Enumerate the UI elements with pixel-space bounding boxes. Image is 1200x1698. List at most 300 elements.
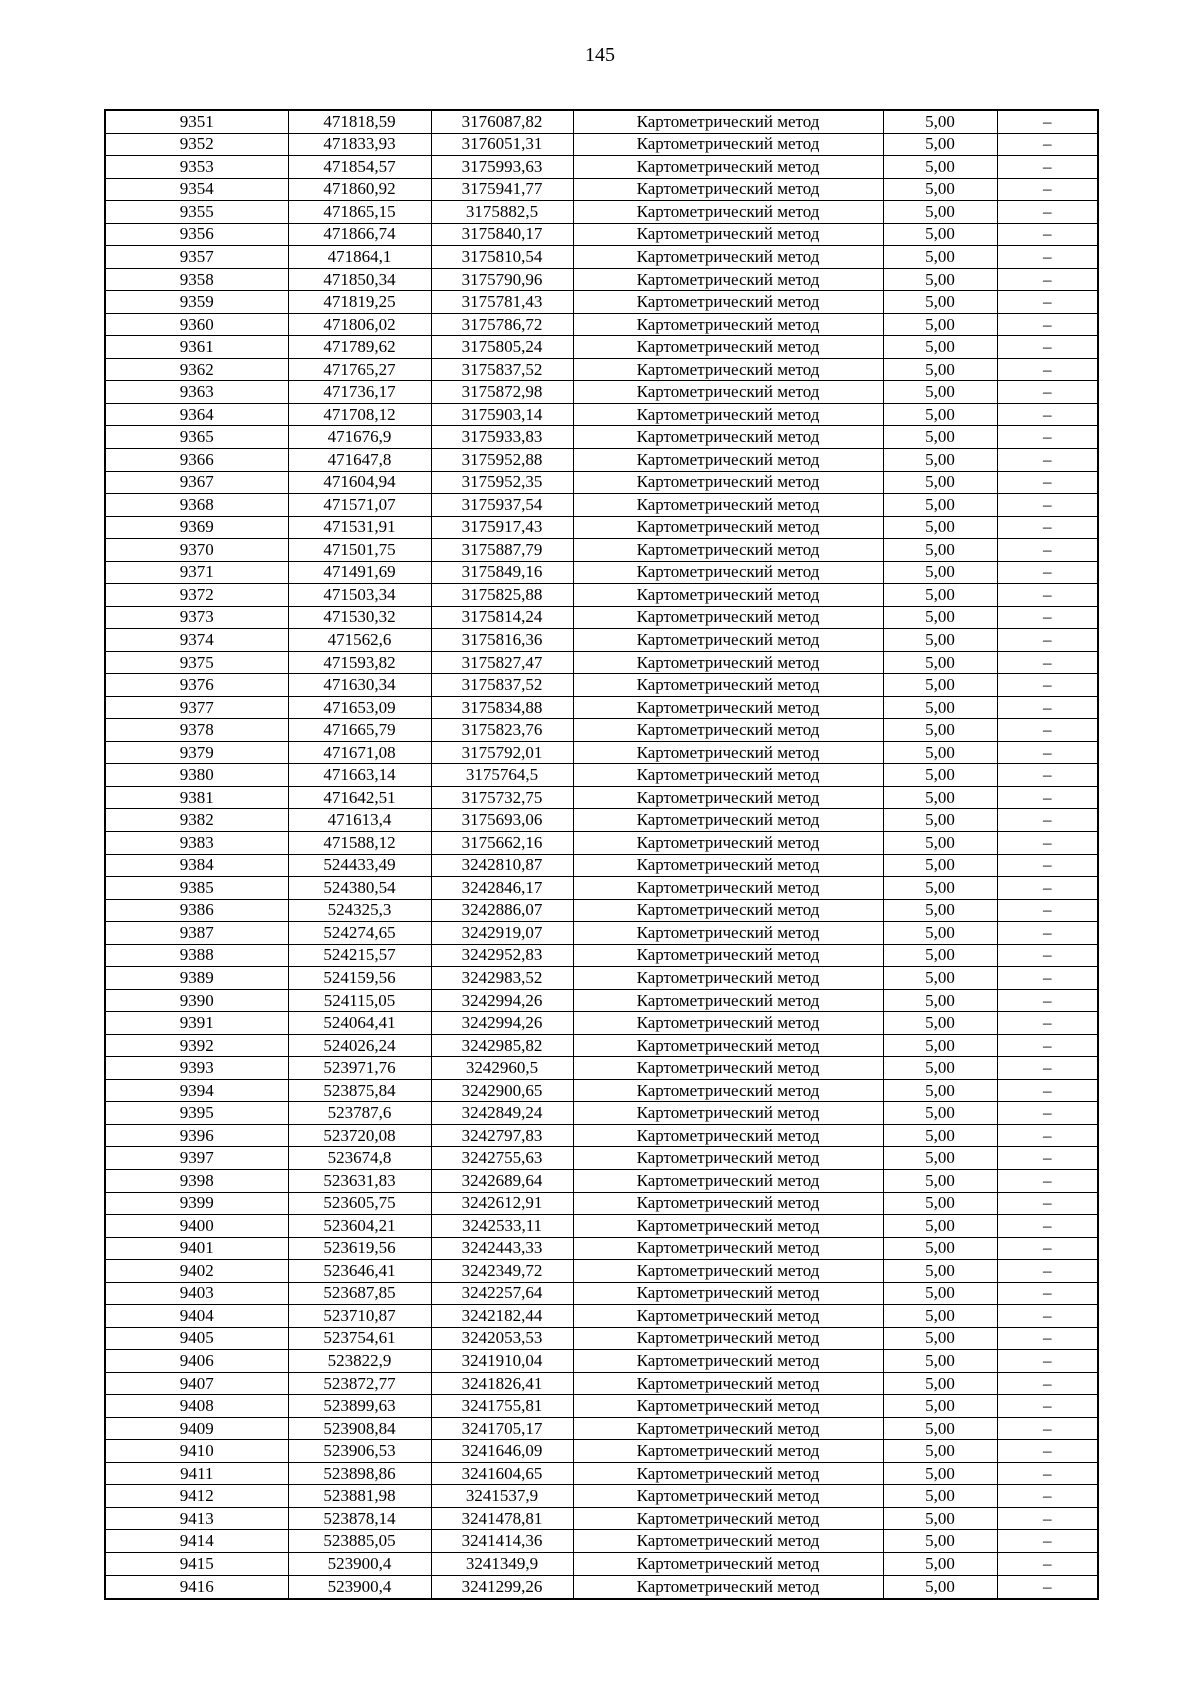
x-coordinate-cell: 471866,74 [288,223,431,246]
dash-cell: – [997,651,1098,674]
y-coordinate-cell: 3175662,16 [431,832,573,855]
y-coordinate-cell: 3242886,07 [431,899,573,922]
accuracy-cell: 5,00 [883,989,997,1012]
y-coordinate-cell: 3242985,82 [431,1034,573,1057]
method-cell: Картометрический метод [573,967,883,990]
dash-cell: – [997,719,1098,742]
x-coordinate-cell: 523900,4 [288,1553,431,1576]
method-cell: Картометрический метод [573,268,883,291]
dash-cell: – [997,268,1098,291]
table-row [105,1507,1098,1530]
coordinates-table-body [105,110,1098,1599]
method-cell: Картометрический метод [573,1147,883,1170]
accuracy-cell: 5,00 [883,1192,997,1215]
accuracy-cell: 5,00 [883,246,997,269]
dash-cell: – [997,989,1098,1012]
dash-cell: – [997,516,1098,539]
method-cell: Картометрический метод [573,426,883,449]
table-row [105,358,1098,381]
dash-cell: – [997,1034,1098,1057]
method-cell: Картометрический метод [573,471,883,494]
y-coordinate-cell: 3175882,5 [431,201,573,224]
dash-cell: – [997,1057,1098,1080]
dash-cell: – [997,313,1098,336]
y-coordinate-cell: 3175941,77 [431,178,573,201]
table-row [105,786,1098,809]
accuracy-cell: 5,00 [883,1169,997,1192]
dash-cell: – [997,1305,1098,1328]
point-number-cell: 9411 [105,1462,288,1485]
method-cell: Картометрический метод [573,1575,883,1599]
table-row [105,1215,1098,1238]
x-coordinate-cell: 523898,86 [288,1462,431,1485]
point-number-cell: 9390 [105,989,288,1012]
method-cell: Картометрический метод [573,1102,883,1125]
point-number-cell: 9406 [105,1350,288,1373]
accuracy-cell: 5,00 [883,832,997,855]
x-coordinate-cell: 523646,41 [288,1260,431,1283]
x-coordinate-cell: 471530,32 [288,606,431,629]
table-row [105,1575,1098,1599]
dash-cell: – [997,201,1098,224]
x-coordinate-cell: 524274,65 [288,922,431,945]
point-number-cell: 9393 [105,1057,288,1080]
method-cell: Картометрический метод [573,719,883,742]
dash-cell: – [997,448,1098,471]
y-coordinate-cell: 3175933,83 [431,426,573,449]
table-row [105,426,1098,449]
point-number-cell: 9408 [105,1395,288,1418]
dash-cell: – [997,1507,1098,1530]
y-coordinate-cell: 3242983,52 [431,967,573,990]
dash-cell: – [997,156,1098,179]
accuracy-cell: 5,00 [883,967,997,990]
table-row [105,201,1098,224]
table-row [105,1553,1098,1576]
accuracy-cell: 5,00 [883,1417,997,1440]
accuracy-cell: 5,00 [883,786,997,809]
point-number-cell: 9371 [105,561,288,584]
dash-cell: – [997,584,1098,607]
table-row [105,1260,1098,1283]
x-coordinate-cell: 523787,6 [288,1102,431,1125]
point-number-cell: 9365 [105,426,288,449]
y-coordinate-cell: 3242952,83 [431,944,573,967]
dash-cell: – [997,1372,1098,1395]
x-coordinate-cell: 471491,69 [288,561,431,584]
y-coordinate-cell: 3242443,33 [431,1237,573,1260]
table-row [105,313,1098,336]
x-coordinate-cell: 524325,3 [288,899,431,922]
dash-cell: – [997,1553,1098,1576]
point-number-cell: 9388 [105,944,288,967]
accuracy-cell: 5,00 [883,1102,997,1125]
accuracy-cell: 5,00 [883,561,997,584]
method-cell: Картометрический метод [573,1237,883,1260]
point-number-cell: 9353 [105,156,288,179]
y-coordinate-cell: 3175840,17 [431,223,573,246]
point-number-cell: 9397 [105,1147,288,1170]
method-cell: Картометрический метод [573,877,883,900]
point-number-cell: 9403 [105,1282,288,1305]
dash-cell: – [997,1102,1098,1125]
dash-cell: – [997,854,1098,877]
method-cell: Картометрический метод [573,448,883,471]
x-coordinate-cell: 523899,63 [288,1395,431,1418]
method-cell: Картометрический метод [573,561,883,584]
accuracy-cell: 5,00 [883,1575,997,1599]
x-coordinate-cell: 523881,98 [288,1485,431,1508]
point-number-cell: 9414 [105,1530,288,1553]
point-number-cell: 9374 [105,629,288,652]
y-coordinate-cell: 3241349,9 [431,1553,573,1576]
method-cell: Картометрический метод [573,584,883,607]
point-number-cell: 9402 [105,1260,288,1283]
accuracy-cell: 5,00 [883,133,997,156]
y-coordinate-cell: 3242349,72 [431,1260,573,1283]
coordinates-table [104,109,1099,1600]
point-number-cell: 9355 [105,201,288,224]
method-cell: Картометрический метод [573,1079,883,1102]
accuracy-cell: 5,00 [883,1237,997,1260]
dash-cell: – [997,1350,1098,1373]
y-coordinate-cell: 3242612,91 [431,1192,573,1215]
table-row [105,719,1098,742]
x-coordinate-cell: 524380,54 [288,877,431,900]
y-coordinate-cell: 3241299,26 [431,1575,573,1599]
method-cell: Картометрический метод [573,223,883,246]
accuracy-cell: 5,00 [883,1034,997,1057]
y-coordinate-cell: 3241478,81 [431,1507,573,1530]
dash-cell: – [997,1215,1098,1238]
accuracy-cell: 5,00 [883,1395,997,1418]
dash-cell: – [997,944,1098,967]
dash-cell: – [997,561,1098,584]
point-number-cell: 9351 [105,110,288,133]
y-coordinate-cell: 3175792,01 [431,741,573,764]
y-coordinate-cell: 3241414,36 [431,1530,573,1553]
x-coordinate-cell: 523822,9 [288,1350,431,1373]
table-row [105,1282,1098,1305]
table-row [105,854,1098,877]
point-number-cell: 9378 [105,719,288,742]
accuracy-cell: 5,00 [883,1012,997,1035]
method-cell: Картометрический метод [573,922,883,945]
dash-cell: – [997,1417,1098,1440]
table-row [105,1462,1098,1485]
method-cell: Картометрический метод [573,156,883,179]
point-number-cell: 9398 [105,1169,288,1192]
x-coordinate-cell: 471854,57 [288,156,431,179]
accuracy-cell: 5,00 [883,110,997,133]
method-cell: Картометрический метод [573,1395,883,1418]
point-number-cell: 9395 [105,1102,288,1125]
point-number-cell: 9369 [105,516,288,539]
y-coordinate-cell: 3175764,5 [431,764,573,787]
dash-cell: – [997,494,1098,517]
method-cell: Картометрический метод [573,178,883,201]
accuracy-cell: 5,00 [883,764,997,787]
y-coordinate-cell: 3175786,72 [431,313,573,336]
accuracy-cell: 5,00 [883,651,997,674]
dash-cell: – [997,291,1098,314]
table-row [105,1305,1098,1328]
method-cell: Картометрический метод [573,764,883,787]
point-number-cell: 9375 [105,651,288,674]
method-cell: Картометрический метод [573,494,883,517]
dash-cell: – [997,336,1098,359]
table-row [105,1012,1098,1035]
method-cell: Картометрический метод [573,696,883,719]
point-number-cell: 9352 [105,133,288,156]
y-coordinate-cell: 3242960,5 [431,1057,573,1080]
method-cell: Картометрический метод [573,1530,883,1553]
dash-cell: – [997,1260,1098,1283]
method-cell: Картометрический метод [573,291,883,314]
method-cell: Картометрический метод [573,336,883,359]
x-coordinate-cell: 471860,92 [288,178,431,201]
point-number-cell: 9360 [105,313,288,336]
y-coordinate-cell: 3242797,83 [431,1124,573,1147]
point-number-cell: 9407 [105,1372,288,1395]
point-number-cell: 9356 [105,223,288,246]
dash-cell: – [997,426,1098,449]
y-coordinate-cell: 3175810,54 [431,246,573,269]
x-coordinate-cell: 471806,02 [288,313,431,336]
method-cell: Картометрический метод [573,1327,883,1350]
x-coordinate-cell: 523900,4 [288,1575,431,1599]
x-coordinate-cell: 471736,17 [288,381,431,404]
dash-cell: – [997,1530,1098,1553]
dash-cell: – [997,629,1098,652]
point-number-cell: 9401 [105,1237,288,1260]
dash-cell: – [997,1169,1098,1192]
accuracy-cell: 5,00 [883,1305,997,1328]
dash-cell: – [997,539,1098,562]
method-cell: Картометрический метод [573,606,883,629]
accuracy-cell: 5,00 [883,741,997,764]
point-number-cell: 9405 [105,1327,288,1350]
accuracy-cell: 5,00 [883,1553,997,1576]
method-cell: Картометрический метод [573,381,883,404]
table-row [105,1057,1098,1080]
point-number-cell: 9384 [105,854,288,877]
point-number-cell: 9394 [105,1079,288,1102]
method-cell: Картометрический метод [573,1417,883,1440]
table-row [105,1372,1098,1395]
y-coordinate-cell: 3175872,98 [431,381,573,404]
dash-cell: – [997,1192,1098,1215]
accuracy-cell: 5,00 [883,223,997,246]
point-number-cell: 9387 [105,922,288,945]
y-coordinate-cell: 3242994,26 [431,1012,573,1035]
accuracy-cell: 5,00 [883,313,997,336]
table-row [105,133,1098,156]
y-coordinate-cell: 3242900,65 [431,1079,573,1102]
accuracy-cell: 5,00 [883,629,997,652]
table-row [105,178,1098,201]
method-cell: Картометрический метод [573,854,883,877]
dash-cell: – [997,809,1098,832]
accuracy-cell: 5,00 [883,336,997,359]
table-row [105,223,1098,246]
dash-cell: – [997,1485,1098,1508]
y-coordinate-cell: 3241826,41 [431,1372,573,1395]
table-row [105,877,1098,900]
y-coordinate-cell: 3175937,54 [431,494,573,517]
dash-cell: – [997,899,1098,922]
table-row [105,291,1098,314]
x-coordinate-cell: 471593,82 [288,651,431,674]
point-number-cell: 9389 [105,967,288,990]
table-row [105,561,1098,584]
x-coordinate-cell: 524215,57 [288,944,431,967]
table-row [105,1192,1098,1215]
x-coordinate-cell: 524115,05 [288,989,431,1012]
y-coordinate-cell: 3175732,75 [431,786,573,809]
accuracy-cell: 5,00 [883,606,997,629]
accuracy-cell: 5,00 [883,1057,997,1080]
accuracy-cell: 5,00 [883,674,997,697]
method-cell: Картометрический метод [573,1260,883,1283]
accuracy-cell: 5,00 [883,1372,997,1395]
x-coordinate-cell: 523878,14 [288,1507,431,1530]
dash-cell: – [997,1124,1098,1147]
y-coordinate-cell: 3175917,43 [431,516,573,539]
dash-cell: – [997,381,1098,404]
dash-cell: – [997,696,1098,719]
table-row [105,1034,1098,1057]
method-cell: Картометрический метод [573,539,883,562]
table-row [105,989,1098,1012]
x-coordinate-cell: 523971,76 [288,1057,431,1080]
y-coordinate-cell: 3242257,64 [431,1282,573,1305]
accuracy-cell: 5,00 [883,178,997,201]
dash-cell: – [997,967,1098,990]
table-row [105,1147,1098,1170]
method-cell: Картометрический метод [573,313,883,336]
point-number-cell: 9404 [105,1305,288,1328]
method-cell: Картометрический метод [573,1012,883,1035]
x-coordinate-cell: 471865,15 [288,201,431,224]
dash-cell: – [997,1462,1098,1485]
point-number-cell: 9361 [105,336,288,359]
y-coordinate-cell: 3242182,44 [431,1305,573,1328]
accuracy-cell: 5,00 [883,201,997,224]
dash-cell: – [997,832,1098,855]
table-row [105,674,1098,697]
x-coordinate-cell: 523885,05 [288,1530,431,1553]
accuracy-cell: 5,00 [883,426,997,449]
method-cell: Картометрический метод [573,786,883,809]
table-row [105,606,1098,629]
y-coordinate-cell: 3241646,09 [431,1440,573,1463]
dash-cell: – [997,403,1098,426]
table-row [105,268,1098,291]
table-row [105,516,1098,539]
table-row [105,967,1098,990]
dash-cell: – [997,358,1098,381]
table-row [105,110,1098,133]
table-row [105,1417,1098,1440]
x-coordinate-cell: 471613,4 [288,809,431,832]
method-cell: Картометрический метод [573,651,883,674]
x-coordinate-cell: 471671,08 [288,741,431,764]
y-coordinate-cell: 3242849,24 [431,1102,573,1125]
y-coordinate-cell: 3175816,36 [431,629,573,652]
y-coordinate-cell: 3175837,52 [431,674,573,697]
accuracy-cell: 5,00 [883,268,997,291]
method-cell: Картометрический метод [573,1124,883,1147]
point-number-cell: 9357 [105,246,288,269]
x-coordinate-cell: 523872,77 [288,1372,431,1395]
dash-cell: – [997,1282,1098,1305]
point-number-cell: 9412 [105,1485,288,1508]
table-row [105,832,1098,855]
y-coordinate-cell: 3242755,63 [431,1147,573,1170]
table-row [105,1395,1098,1418]
x-coordinate-cell: 471653,09 [288,696,431,719]
table-row [105,403,1098,426]
y-coordinate-cell: 3175903,14 [431,403,573,426]
y-coordinate-cell: 3175693,06 [431,809,573,832]
y-coordinate-cell: 3242994,26 [431,989,573,1012]
dash-cell: – [997,1327,1098,1350]
accuracy-cell: 5,00 [883,539,997,562]
method-cell: Картометрический метод [573,358,883,381]
y-coordinate-cell: 3242053,53 [431,1327,573,1350]
y-coordinate-cell: 3175993,63 [431,156,573,179]
table-row [105,1485,1098,1508]
accuracy-cell: 5,00 [883,448,997,471]
method-cell: Картометрический метод [573,1057,883,1080]
dash-cell: – [997,1395,1098,1418]
point-number-cell: 9373 [105,606,288,629]
method-cell: Картометрический метод [573,629,883,652]
table-row [105,246,1098,269]
y-coordinate-cell: 3242689,64 [431,1169,573,1192]
accuracy-cell: 5,00 [883,899,997,922]
x-coordinate-cell: 523631,83 [288,1169,431,1192]
x-coordinate-cell: 471819,25 [288,291,431,314]
method-cell: Картометрический метод [573,516,883,539]
x-coordinate-cell: 471571,07 [288,494,431,517]
x-coordinate-cell: 524159,56 [288,967,431,990]
x-coordinate-cell: 523619,56 [288,1237,431,1260]
y-coordinate-cell: 3242810,87 [431,854,573,877]
dash-cell: – [997,606,1098,629]
table-row [105,629,1098,652]
method-cell: Картометрический метод [573,1169,883,1192]
x-coordinate-cell: 471501,75 [288,539,431,562]
table-row [105,1124,1098,1147]
point-number-cell: 9385 [105,877,288,900]
method-cell: Картометрический метод [573,1462,883,1485]
method-cell: Картометрический метод [573,1215,883,1238]
point-number-cell: 9363 [105,381,288,404]
dash-cell: – [997,1440,1098,1463]
point-number-cell: 9377 [105,696,288,719]
point-number-cell: 9354 [105,178,288,201]
page-number: 145 [585,44,615,66]
point-number-cell: 9358 [105,268,288,291]
accuracy-cell: 5,00 [883,471,997,494]
point-number-cell: 9396 [105,1124,288,1147]
x-coordinate-cell: 471676,9 [288,426,431,449]
x-coordinate-cell: 471765,27 [288,358,431,381]
point-number-cell: 9399 [105,1192,288,1215]
point-number-cell: 9415 [105,1553,288,1576]
